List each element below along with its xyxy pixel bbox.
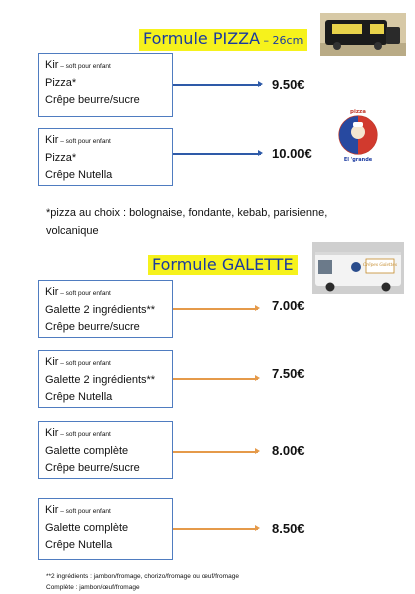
dessert-line: Crêpe beurre/sucre <box>45 94 140 106</box>
galette-formula-box <box>38 421 173 479</box>
price: 7.00€ <box>272 298 305 313</box>
ingredients-footnote <box>46 571 239 593</box>
footnote-complete: Complète : jambon/œuf/fromage <box>46 584 140 591</box>
svg-text:Crêpes Galettes: Crêpes Galettes <box>363 262 397 267</box>
pizza-truck-photo <box>320 13 406 56</box>
galette-truck-photo <box>312 242 404 294</box>
main-line: Galette 2 ingrédients** <box>45 374 156 386</box>
price-arrow <box>173 378 258 380</box>
galette-formula-box <box>38 280 173 338</box>
main-line: Galette complète <box>45 445 129 457</box>
price-arrow <box>173 451 258 453</box>
pizza-formula-box <box>38 128 173 186</box>
drink-line: Kir – soft pour enfant <box>45 286 111 298</box>
drink-line: Kir – soft pour enfant <box>45 427 111 439</box>
footnote-ingredients: **2 ingrédients : jambon/fromage, chorizo/fromage ou œuf/fromage <box>46 573 239 580</box>
drink-line: Kir – soft pour enfant <box>45 504 111 516</box>
drink-line: Kir – soft pour enfant <box>45 134 111 146</box>
price: 7.50€ <box>272 366 305 381</box>
dessert-line: Crêpe Nutella <box>45 539 113 551</box>
galette-formula-box <box>38 350 173 408</box>
price: 8.00€ <box>272 443 305 458</box>
price: 9.50€ <box>272 77 305 92</box>
svg-text:El 'grande: El 'grande <box>343 157 373 163</box>
svg-text:pizza: pizza <box>350 109 366 115</box>
main-line: Pizza* <box>45 77 77 89</box>
pizza-choice-note: *pizza au choix : bolognaise, fondante, kebab, parisienne, volcanique <box>46 207 328 237</box>
galette-formula-box <box>38 498 173 560</box>
price-arrow <box>173 84 261 86</box>
dessert-line: Crêpe beurre/sucre <box>45 321 140 333</box>
galette-section-title: Formule GALETTE <box>148 255 298 275</box>
pizza-formula-box <box>38 53 173 117</box>
price: 8.50€ <box>272 521 305 536</box>
price: 10.00€ <box>272 146 312 161</box>
pizza-section-title: Formule PIZZA – 26cm <box>139 29 307 51</box>
main-line: Pizza* <box>45 152 77 164</box>
drink-line: Kir – soft pour enfant <box>45 356 111 368</box>
drink-line: Kir – soft pour enfant <box>45 59 111 71</box>
main-line: Galette 2 ingrédients** <box>45 304 156 316</box>
price-arrow <box>173 528 258 530</box>
main-line: Galette complète <box>45 522 129 534</box>
price-arrow <box>173 308 258 310</box>
pizza-el-grande-logo <box>330 107 386 163</box>
price-arrow <box>173 153 261 155</box>
dessert-line: Crêpe Nutella <box>45 169 113 181</box>
dessert-line: Crêpe beurre/sucre <box>45 462 140 474</box>
dessert-line: Crêpe Nutella <box>45 391 113 403</box>
